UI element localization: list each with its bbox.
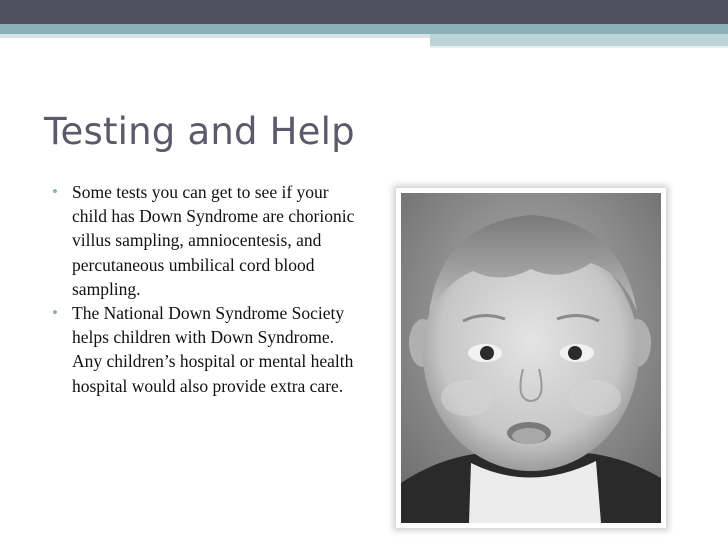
- header-bar: [0, 0, 728, 24]
- accent-tab: [430, 34, 728, 46]
- accent-strip: [0, 24, 728, 34]
- bullet-dot-icon: •: [52, 303, 58, 323]
- bullet-list: [52, 180, 358, 398]
- slide-title: Testing and Help: [44, 110, 355, 153]
- bullet-item: [52, 180, 358, 301]
- bullet-dot-icon: •: [52, 182, 58, 201]
- bullet-item: [52, 301, 358, 398]
- accent-tab-line: [430, 46, 728, 48]
- child-portrait-photo-icon: [401, 193, 661, 523]
- bullet-text: The National Down Syndrome Society helps children with Down Syndrome. Any children’s hospital or mental health hospital would also provide extra care.: [72, 303, 354, 396]
- bullet-text: Some tests you can get to see if your child has Down Syndrome are chorionic villus sampling, amniocentesis, and percutaneous umbilical cord blood sampling.: [72, 182, 355, 299]
